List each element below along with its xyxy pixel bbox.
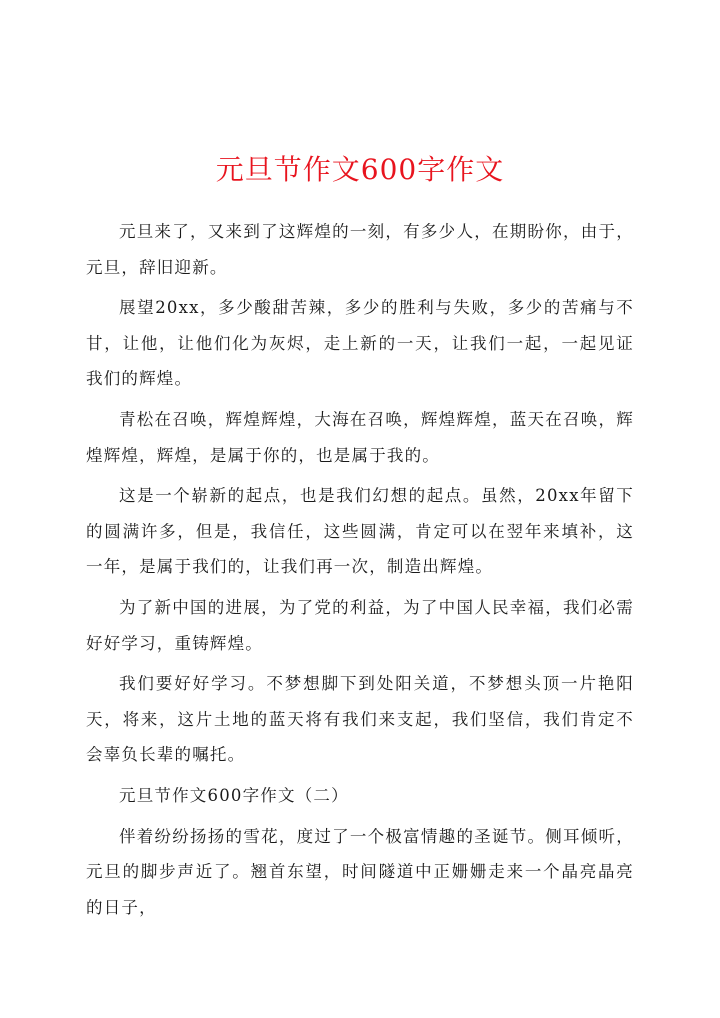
paragraph-5: 为了新中国的进展，为了党的利益，为了中国人民幸福，我们必需好好学习，重铸辉煌。 [86, 597, 634, 653]
paragraph-6: 我们要好好学习。不梦想脚下到处阳关道，不梦想头顶一片艳阳天，将来，这片土地的蓝天将有我们来支起，我们坚信，我们肯定不会辜负长辈的嘱托。 [86, 674, 634, 765]
section-heading: 元旦节作文600字作文（二） [119, 785, 349, 805]
document-title: 元旦节作文600字作文 [215, 153, 505, 186]
paragraph-7: 伴着纷纷扬扬的雪花，度过了一个极富情趣的圣诞节。侧耳倾听，元旦的脚步声近了。翘首东望，时间隧道中正姗姗走来一个晶亮晶亮的日子， [86, 826, 634, 917]
paragraph-1: 元旦来了，又来到了这辉煌的一刻，有多少人，在期盼你，由于，元旦，辞旧迎新。 [86, 222, 634, 277]
paragraph-4: 这是一个崭新的起点，也是我们幻想的起点。虽然，20xx年留下的圆满许多，但是，我信任，这些圆满，肯定可以在翌年来填补，这一年，是属于我们的，让我们再一次，制造出辉煌。 [86, 486, 634, 577]
document-body [86, 214, 634, 925]
paragraph-3: 青松在召唤，辉煌辉煌，大海在召唤，辉煌辉煌，蓝天在召唤，辉煌辉煌，辉煌，是属于你的，也是属于我的。 [86, 409, 634, 465]
paragraph-2: 展望20xx，多少酸甜苦辣，多少的胜利与失败，多少的苦痛与不甘，让他，让他们化为灰烬，走上新的一天，让我们一起，一起见证我们的辉煌。 [86, 298, 634, 389]
